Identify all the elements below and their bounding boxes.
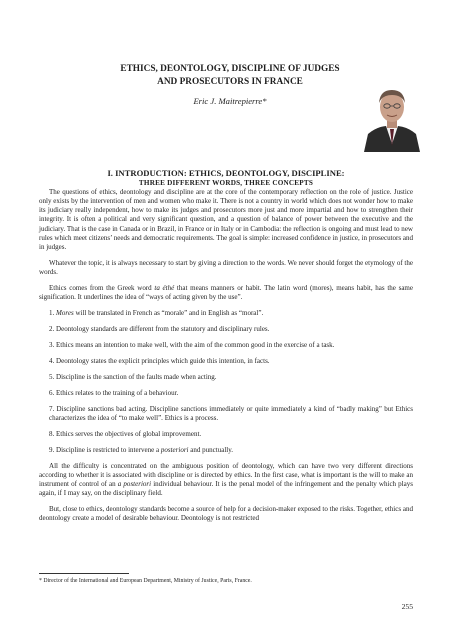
list-item: 8. Ethics serves the objectives of global improvement. — [49, 429, 202, 438]
section-subheading: THREE DIFFERENT WORDS, THREE CONCEPTS — [138, 179, 314, 187]
text-run: will be translated in French as “morale” and in English as “moral”. — [73, 309, 264, 318]
footnote: * Director of the International and European Department, Ministry of Justice, Paris, France. — [39, 578, 252, 584]
footnote-rule — [39, 573, 129, 574]
text-run: 9. Discipline is restricted to intervene a — [49, 445, 161, 454]
latin-term: posteriori — [160, 445, 189, 454]
paragraph — [39, 284, 413, 302]
latin-term: Mores — [56, 309, 74, 318]
article-body — [39, 188, 413, 530]
list-item — [39, 446, 413, 455]
list-item: 6. Ethics relates to the training of a behaviour. — [49, 388, 179, 397]
list-item — [39, 309, 413, 318]
author-name: Eric J. Maitrepierre* — [193, 96, 267, 106]
text-run: individual behaviour. It is the penal model of the infringement and the penalty which plays again, if I may say, on the disciplinary field. — [39, 480, 413, 498]
page-number: 255 — [401, 602, 413, 611]
text-run: Ethics comes from the Greek word — [49, 284, 155, 292]
title-line-2: AND PROSECUTORS IN FRANCE — [157, 77, 303, 87]
text-run: 1. — [49, 309, 57, 318]
text-run: All the difficulty is concentrated on the ambiguous position of deontology, which can have two very different directions according to whether it is associated with discipline or is directed by ethics. In the first case, what is important is the will to make an instrument of control of an — [39, 461, 413, 489]
paragraph: But, close to ethics, deontology standards become a source of help for a decision-maker exposed to the risks. Together, ethics and deontology create a model of desirable behaviour. Deontology is not restricted — [39, 505, 413, 523]
author-photo — [362, 82, 422, 152]
latin-term: a posteriori — [117, 480, 152, 489]
article-title — [60, 63, 400, 89]
list-item: 3. Ethics means an intention to make well, with the aim of the common good in the exercise of a task. — [49, 341, 335, 350]
paragraph — [39, 462, 413, 499]
section-heading: I. INTRODUCTION: ETHICS, DEONTOLOGY, DISCIPLINE: — [107, 168, 345, 178]
paragraph: The questions of ethics, deontology and discipline are at the core of the contemporary reflection on the role of justice. Justice only exists by the intervention of men and women who make it. There is not a country in world which does not wonder how to make its judiciary really independent, how to make its judges and prosecutors more just and more impartial and how to strengthen their integrity. It is often a political and very significant question, and a question of balance of power between the executive and the judiciary. That is the case in Canada or in Brazil, in France or in Italy or in Cambodia: the reflection is ongoing and must lead to new rules which meet citizens’ needs and democratic requirements. The goal is simple: increased confidence in justice, in prosecutors and in judges. — [39, 188, 413, 251]
list-item: 7. Discipline sanctions bad acting. Discipline sanctions immediately or quite immediately a kind of “badly making” but Ethics characterizes the idea of “to make well”. Ethics is a process. — [49, 404, 413, 422]
list-item: 4. Deontology states the explicit principles which guide this intention, in facts. — [49, 356, 270, 365]
greek-term: ta éthé — [154, 284, 175, 292]
text-run: and punctually. — [188, 445, 234, 454]
title-line-1: ETHICS, DEONTOLOGY, DISCIPLINE OF JUDGES — [120, 64, 340, 74]
text-run: that means manners or habit. The latin word (mores), means habit, has the same signification. It underlines the idea of “ways of acting given by the use”. — [39, 284, 414, 302]
paragraph: Whatever the topic, it is always necessary to start by giving a direction to the words. We never should forget the etymology of the words. — [39, 258, 413, 277]
list-item: 2. Deontology standards are different from the statutory and disciplinary rules. — [49, 325, 270, 334]
list-item: 5. Discipline is the sanction of the faults made when acting. — [49, 372, 217, 381]
